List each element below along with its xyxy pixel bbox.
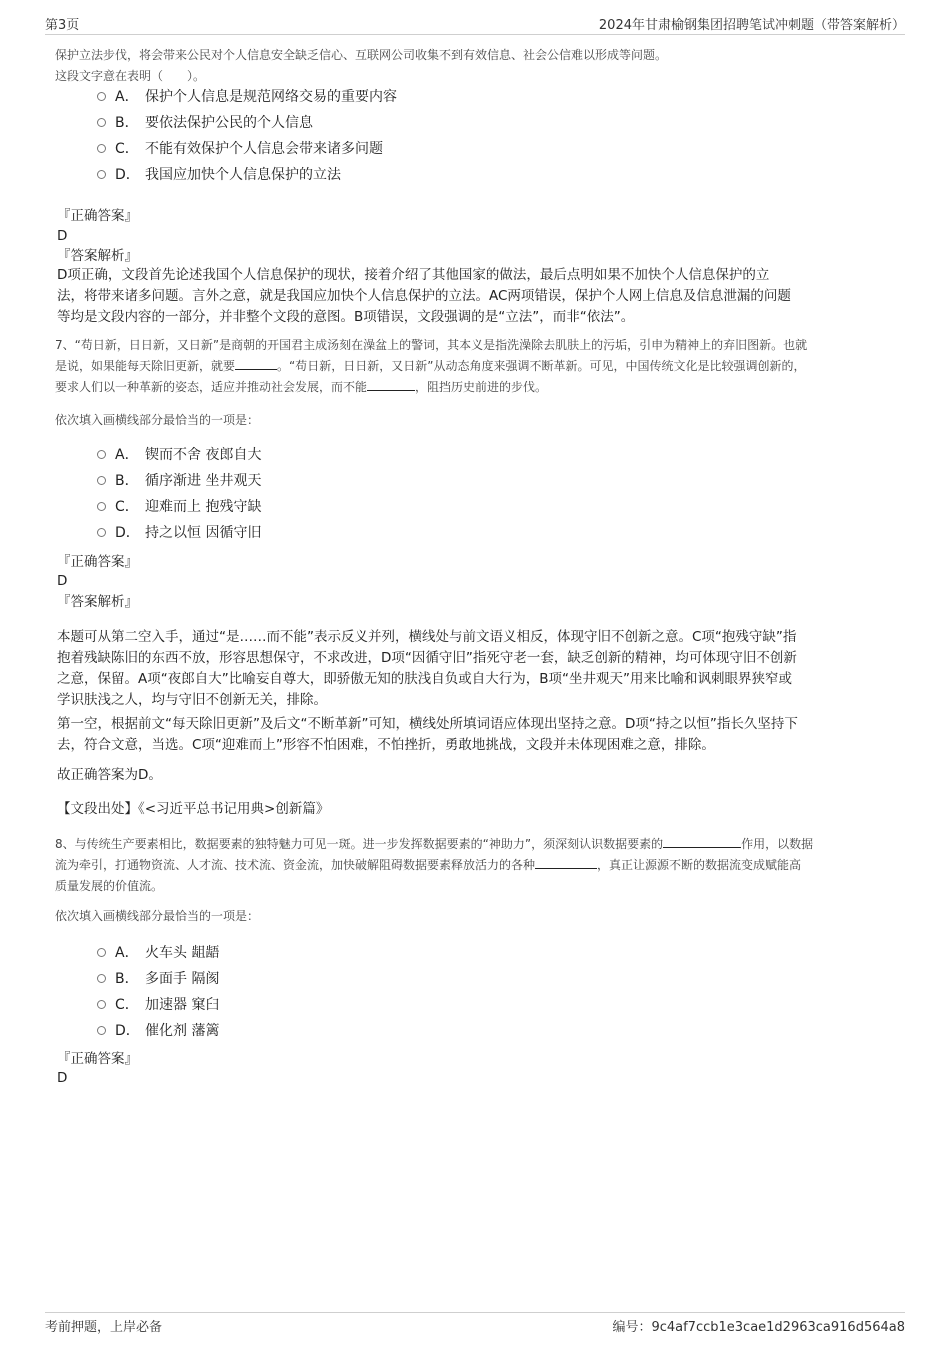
q8-option-d[interactable]: D． 催化剂 藩篱: [97, 1020, 219, 1042]
radio-icon[interactable]: [97, 974, 106, 983]
q7-option-c[interactable]: C． 迎难而上 抱残守缺: [97, 496, 261, 518]
q8-answer: D: [57, 1070, 68, 1086]
q8-option-a[interactable]: A． 火车头 龃龉: [97, 942, 219, 964]
radio-icon[interactable]: [97, 476, 106, 485]
footer-slogan: 考前押题，上岸必备: [45, 1320, 163, 1335]
radio-icon[interactable]: [97, 92, 106, 101]
q6-stem: [55, 45, 915, 87]
radio-icon[interactable]: [97, 1000, 106, 1009]
document-title: 2024年甘肃榆钢集团招聘笔试冲刺题（带答案解析）: [598, 18, 905, 33]
q7-answer: D: [57, 573, 68, 589]
blank-line: [535, 856, 597, 869]
q7-option-a[interactable]: A． 锲而不舍 夜郎自大: [97, 444, 261, 466]
q6-option-a[interactable]: A． 保护个人信息是规范网络交易的重要内容: [97, 86, 397, 108]
q6-option-c[interactable]: C． 不能有效保护个人信息会带来诸多问题: [97, 138, 383, 160]
q7-analysis-label: 『答案解析』: [57, 594, 138, 610]
q8-stem-line: 质量发展的价值流。: [55, 879, 164, 893]
q6-analysis-line: D项正确，文段首先论述我国个人信息保护的现状，接着介绍了其他国家的做法，最后点明如果不加快个人信息保护的立: [57, 267, 770, 283]
q7-source: 【文段出处】《<习近平总书记用典>创新篇》: [57, 801, 330, 817]
blank-line: [663, 835, 741, 848]
q8-answer-label: 『正确答案』: [57, 1051, 138, 1067]
radio-icon[interactable]: [97, 170, 106, 179]
q7-option-b[interactable]: B． 循序渐进 坐井观天: [97, 470, 261, 492]
q7-stem-line: 是说，如果能每天除旧更新，就要 。“苟日新，日日新，又日新”从动态角度来强调不断革新。可见，中国传统文化是比较强调创新的，: [55, 359, 806, 373]
q6-analysis-line: 等均是文段内容的一部分，并非整个文段的意图。B项错误，文段强调的是“立法”，而非“依法”。: [57, 309, 635, 325]
q7-analysis-para2: 第一空，根据前文“每天除旧更新”及后文“不断革新”可知，横线处所填词语应体现出坚持之意。D项“持之以恒”指长久坚持下 去，符合文意，当选。C项“迎难而上”形容不怕困难，不怕挫折，勇敢地挑战，文段并未体现困难之意，排除。: [57, 716, 798, 753]
radio-icon[interactable]: [97, 144, 106, 153]
q6-option-b[interactable]: B． 要依法保护公民的个人信息: [97, 112, 313, 134]
q7-stem-line: 7、“苟日新，日日新，又日新”是商朝的开国君主成汤刻在澡盆上的警词，其本义是指洗澡除去肌肤上的污垢，引申为精神上的弃旧图新。也就: [55, 338, 808, 352]
q8-stem-line: 流为牵引，打通物资流、人才流、技术流、资金流，加快破解阻碍数据要素释放活力的各种 ，真正让源源不断的数据流变成赋能高: [55, 858, 802, 872]
radio-icon[interactable]: [97, 118, 106, 127]
q7-option-d[interactable]: D． 持之以恒 因循守旧: [97, 522, 261, 544]
page-number: 第3页: [45, 18, 80, 33]
q6-analysis: [57, 265, 907, 328]
radio-icon[interactable]: [97, 1026, 106, 1035]
radio-icon[interactable]: [97, 450, 106, 459]
q6-answer: D: [57, 228, 68, 244]
blank-line: [235, 357, 277, 370]
q7-stem: [55, 335, 915, 398]
q7-conclusion: 故正确答案为D。: [57, 767, 162, 783]
q7-answer-label: 『正确答案』: [57, 554, 138, 570]
q6-stem-line: 这段文字意在表明（ ）。: [55, 69, 206, 83]
q6-analysis-label: 『答案解析』: [57, 248, 138, 264]
q6-stem-line: 保护立法步伐，将会带来公民对个人信息安全缺乏信心、互联网公司收集不到有效信息、社会公信难以形成等问题。: [55, 48, 668, 62]
q6-analysis-line: 法，将带来诸多问题。言外之意，就是我国应加快个人信息保护的立法。AC两项错误，保护个人网上信息及信息泄漏的问题: [57, 288, 791, 304]
q8-stem-line: 8、与传统生产要素相比，数据要素的独特魅力可见一斑。进一步发挥数据要素的“神助力”，须深刻认识数据要素的 作用，以数据: [55, 837, 814, 851]
q6-answer-label: 『正确答案』: [57, 208, 138, 224]
document-code: 编号：9c4af7ccb1e3cae1d2963ca916d564a8: [612, 1320, 905, 1335]
radio-icon[interactable]: [97, 528, 106, 537]
q7-stem-line: 要求人们以一种革新的姿态，适应并推动社会发展，而不能 ，阻挡历史前进的步伐。: [55, 380, 548, 394]
page-footer: [45, 1312, 905, 1335]
q8-prompt: 依次填入画横线部分最恰当的一项是：: [55, 909, 260, 923]
q7-analysis-para1: 本题可从第二空入手，通过“是……而不能”表示反义并列，横线处与前文语义相反，体现守旧不创新之意。C项“抱残守缺”指 抱着残缺陈旧的东西不放，形容思想保守，不求改进，D项“因循守旧”指死守老一套，缺乏创新的精神，均可体现守旧不创新 之意，保留。A项“夜郎自大”比喻妄自尊大，即骄傲无知的肤浅自负或自大行为，B项“坐井观天”用来比喻和讽刺眼界狭窄或 学识肤浅之人，均与守旧不创新无关，排除。: [57, 629, 797, 708]
radio-icon[interactable]: [97, 502, 106, 511]
q8-stem: [55, 834, 915, 897]
page-header: [45, 14, 905, 35]
q8-option-b[interactable]: B． 多面手 隔阂: [97, 968, 219, 990]
radio-icon[interactable]: [97, 948, 106, 957]
q8-option-c[interactable]: C． 加速器 窠臼: [97, 994, 219, 1016]
q6-option-d[interactable]: D． 我国应加快个人信息保护的立法: [97, 164, 341, 186]
q7-prompt: 依次填入画横线部分最恰当的一项是：: [55, 413, 260, 427]
blank-line: [367, 378, 415, 391]
